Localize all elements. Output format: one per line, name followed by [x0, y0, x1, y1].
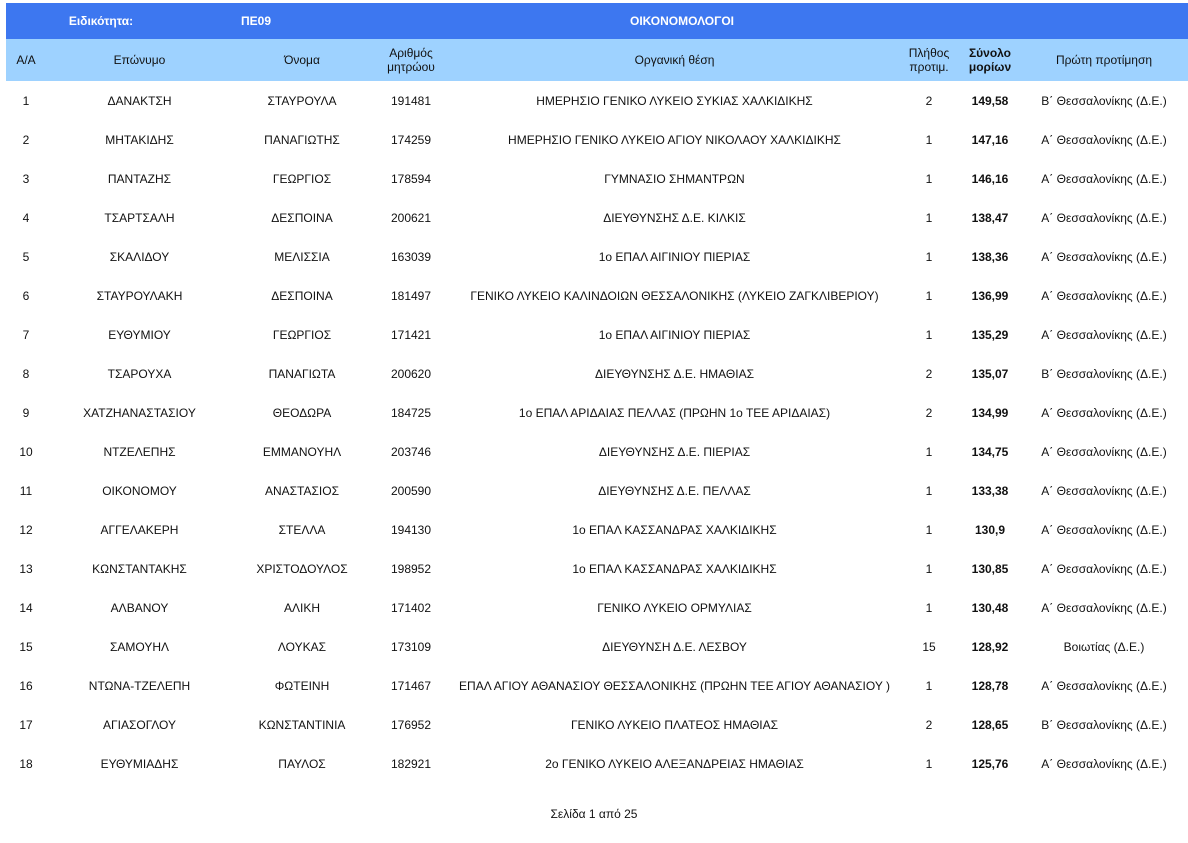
cell-first-pref: Α΄ Θεσσαλονίκης (Δ.Ε.) [1041, 288, 1167, 303]
cell-position: ΔΙΕΥΘΥΝΣΗΣ Δ.Ε. ΚΙΛΚΙΣ [603, 210, 746, 225]
cell-registry: 200621 [390, 210, 432, 225]
cell-registry: 200620 [390, 366, 432, 381]
cell-name: ΔΕΣΠΟΙΝΑ [271, 288, 333, 303]
cell-position: ΓΕΝΙΚΟ ΛΥΚΕΙΟ ΟΡΜΥΛΙΑΣ [597, 600, 752, 615]
cell-aa: 9 [22, 405, 30, 420]
ranking-table [6, 39, 1188, 783]
cell-registry: 194130 [390, 522, 432, 537]
cell-points: 128,78 [971, 678, 1009, 693]
cell-prefs: 2 [925, 366, 933, 381]
cell-name: ΓΕΩΡΓΙΟΣ [272, 171, 332, 186]
table-row [6, 588, 1188, 627]
cell-name: ΠΑΝΑΓΙΩΤΑ [268, 366, 336, 381]
cell-aa: 8 [22, 366, 30, 381]
cell-points: 135,07 [971, 366, 1009, 381]
cell-position: ΓΕΝΙΚΟ ΛΥΚΕΙΟ ΚΑΛΙΝΔΟΙΩΝ ΘΕΣΣΑΛΟΝΙΚΗΣ (ΛΥΚΕΙΟ ΖΑΓΚΛΙΒΕΡΙΟΥ) [470, 288, 879, 303]
cell-points: 128,65 [971, 717, 1009, 732]
cell-prefs: 1 [925, 522, 933, 537]
table-row [6, 510, 1188, 549]
cell-registry: 173109 [390, 639, 432, 654]
cell-first-pref: Β΄ Θεσσαλονίκης (Δ.Ε.) [1041, 717, 1167, 732]
cell-points: 146,16 [971, 171, 1009, 186]
col-header-registry: Αριθμός μητρώου [387, 46, 435, 74]
cell-points: 147,16 [971, 132, 1009, 147]
cell-first-pref: Α΄ Θεσσαλονίκης (Δ.Ε.) [1041, 444, 1167, 459]
table-row [6, 120, 1188, 159]
cell-points: 134,75 [971, 444, 1009, 459]
cell-name: ΦΩΤΕΙΝΗ [274, 678, 330, 693]
cell-registry: 171402 [390, 600, 432, 615]
cell-points: 134,99 [971, 405, 1009, 420]
cell-first-pref: Β΄ Θεσσαλονίκης (Δ.Ε.) [1041, 93, 1167, 108]
cell-aa: 15 [19, 639, 33, 654]
cell-aa: 14 [19, 600, 33, 615]
cell-surname: ΣΤΑΥΡΟΥΛΑΚΗ [96, 288, 183, 303]
cell-surname: ΣΚΑΛΙΔΟΥ [109, 249, 170, 264]
cell-surname: ΕΥΘΥΜΙΟΥ [108, 327, 171, 342]
col-header-surname: Επώνυμο [113, 53, 166, 67]
cell-aa: 6 [22, 288, 30, 303]
cell-registry: 198952 [390, 561, 432, 576]
cell-registry: 191481 [390, 93, 432, 108]
cell-position: 1ο ΕΠΑΛ ΑΙΓΙΝΙΟΥ ΠΙΕΡΙΑΣ [598, 327, 751, 342]
cell-name: ΚΩΝΣΤΑΝΤΙΝΙΑ [258, 717, 346, 732]
cell-position: 1ο ΕΠΑΛ ΚΑΣΣΑΝΔΡΑΣ ΧΑΛΚΙΔΙΚΗΣ [572, 522, 777, 537]
cell-prefs: 2 [925, 405, 933, 420]
cell-registry: 182921 [390, 756, 432, 771]
cell-points: 128,92 [971, 639, 1009, 654]
cell-registry: 171421 [390, 327, 432, 342]
table-row [6, 354, 1188, 393]
cell-points: 130,85 [971, 561, 1009, 576]
cell-name: ΜΕΛΙΣΣΙΑ [274, 249, 330, 264]
cell-position: ΔΙΕΥΘΥΝΣΗΣ Δ.Ε. ΠΙΕΡΙΑΣ [598, 444, 751, 459]
cell-prefs: 1 [925, 288, 933, 303]
cell-prefs: 1 [925, 249, 933, 264]
document-sheet [6, 3, 1188, 783]
cell-aa: 17 [19, 717, 33, 732]
cell-name: ΓΕΩΡΓΙΟΣ [272, 327, 332, 342]
col-header-prefs: Πλήθος προτιμ. [908, 46, 950, 74]
cell-position: ΗΜΕΡΗΣΙΟ ΓΕΝΙΚΟ ΛΥΚΕΙΟ ΣΥΚΙΑΣ ΧΑΛΚΙΔΙΚΗΣ [536, 93, 813, 108]
cell-surname: ΔΑΝΑΚΤΣΗ [107, 93, 172, 108]
cell-aa: 18 [19, 756, 33, 771]
cell-first-pref: Α΄ Θεσσαλονίκης (Δ.Ε.) [1041, 132, 1167, 147]
col-header-aa: Α/Α [16, 53, 36, 67]
cell-name: ΕΜΜΑΝΟΥΗΛ [262, 444, 342, 459]
cell-position: ΗΜΕΡΗΣΙΟ ΓΕΝΙΚΟ ΛΥΚΕΙΟ ΑΓΙΟΥ ΝΙΚΟΛΑΟΥ ΧΑΛΚΙΔΙΚΗΣ [508, 132, 841, 147]
page-number: Σελίδα 1 από 25 [550, 807, 638, 821]
cell-first-pref: Α΄ Θεσσαλονίκης (Δ.Ε.) [1041, 678, 1167, 693]
col-header-name: Όνομα [284, 53, 320, 67]
cell-name: ΠΑΝΑΓΙΩΤΗΣ [264, 132, 340, 147]
cell-registry: 176952 [390, 717, 432, 732]
cell-points: 149,58 [971, 93, 1009, 108]
col-header-first-pref: Πρώτη προτίμηση [1055, 53, 1153, 67]
cell-prefs: 1 [925, 756, 933, 771]
cell-prefs: 1 [925, 561, 933, 576]
specialty-code: ΠΕ09 [240, 14, 272, 28]
cell-prefs: 1 [925, 483, 933, 498]
table-row [6, 81, 1188, 120]
cell-registry: 171467 [390, 678, 432, 693]
cell-aa: 2 [22, 132, 30, 147]
cell-position: 1ο ΕΠΑΛ ΚΑΣΣΑΝΔΡΑΣ ΧΑΛΚΙΔΙΚΗΣ [572, 561, 777, 576]
col-header-points: Σύνολο μορίων [968, 46, 1012, 74]
cell-surname: ΚΩΝΣΤΑΝΤΑΚΗΣ [92, 561, 187, 576]
cell-points: 138,47 [971, 210, 1009, 225]
column-header-row [6, 39, 1188, 81]
cell-first-pref: Βοιωτίας (Δ.Ε.) [1063, 639, 1145, 654]
cell-prefs: 15 [922, 639, 936, 654]
cell-first-pref: Β΄ Θεσσαλονίκης (Δ.Ε.) [1041, 366, 1167, 381]
table-row [6, 549, 1188, 588]
cell-surname: ΝΤΖΕΛΕΠΗΣ [103, 444, 176, 459]
cell-surname: ΤΣΑΡΤΣΑΛΗ [104, 210, 175, 225]
cell-points: 130,48 [971, 600, 1009, 615]
table-row [6, 471, 1188, 510]
cell-surname: ΜΗΤΑΚΙΔΗΣ [105, 132, 174, 147]
cell-first-pref: Α΄ Θεσσαλονίκης (Δ.Ε.) [1041, 483, 1167, 498]
table-row [6, 159, 1188, 198]
cell-aa: 16 [19, 678, 33, 693]
cell-registry: 200590 [390, 483, 432, 498]
cell-aa: 7 [22, 327, 30, 342]
cell-prefs: 1 [925, 171, 933, 186]
cell-prefs: 1 [925, 210, 933, 225]
cell-position: ΓΥΜΝΑΣΙΟ ΣΗΜΑΝΤΡΩΝ [604, 171, 745, 186]
cell-prefs: 2 [925, 717, 933, 732]
table-row [6, 276, 1188, 315]
cell-points: 130,9 [974, 522, 1006, 537]
cell-aa: 11 [19, 483, 33, 498]
cell-aa: 3 [22, 171, 30, 186]
cell-prefs: 1 [925, 444, 933, 459]
cell-points: 138,36 [971, 249, 1009, 264]
cell-surname: ΑΓΙΑΣΟΓΛΟΥ [103, 717, 176, 732]
table-row [6, 744, 1188, 783]
cell-first-pref: Α΄ Θεσσαλονίκης (Δ.Ε.) [1041, 600, 1167, 615]
cell-surname: ΕΥΘΥΜΙΑΔΗΣ [100, 756, 179, 771]
cell-name: ΠΑΥΛΟΣ [278, 756, 326, 771]
cell-prefs: 1 [925, 132, 933, 147]
cell-registry: 174259 [390, 132, 432, 147]
col-header-position: Οργανική θέση [634, 53, 715, 67]
cell-name: ΣΤΑΥΡΟΥΛΑ [267, 93, 337, 108]
cell-points: 125,76 [971, 756, 1009, 771]
cell-name: ΣΤΕΛΛΑ [278, 522, 326, 537]
cell-position: ΓΕΝΙΚΟ ΛΥΚΕΙΟ ΠΛΑΤΕΟΣ ΗΜΑΘΙΑΣ [570, 717, 779, 732]
cell-position: ΔΙΕΥΘΥΝΣΗΣ Δ.Ε. ΠΕΛΛΑΣ [598, 483, 751, 498]
cell-surname: ΧΑΤΖΗΑΝΑΣΤΑΣΙΟΥ [83, 405, 196, 420]
table-body [6, 81, 1188, 783]
cell-surname: ΑΛΒΑΝΟΥ [110, 600, 169, 615]
specialty-label: Ειδικότητα: [68, 14, 134, 28]
table-row [6, 198, 1188, 237]
cell-registry: 203746 [390, 444, 432, 459]
cell-registry: 181497 [390, 288, 432, 303]
cell-first-pref: Α΄ Θεσσαλονίκης (Δ.Ε.) [1041, 249, 1167, 264]
cell-aa: 4 [22, 210, 30, 225]
cell-name: ΑΛΙΚΗ [283, 600, 321, 615]
cell-aa: 13 [19, 561, 33, 576]
cell-registry: 163039 [390, 249, 432, 264]
cell-surname: ΣΑΜΟΥΗΛ [109, 639, 170, 654]
cell-registry: 178594 [390, 171, 432, 186]
table-row [6, 705, 1188, 744]
cell-position: 1ο ΕΠΑΛ ΑΡΙΔΑΙΑΣ ΠΕΛΛΑΣ (ΠΡΩΗΝ 1ο ΤΕΕ ΑΡΙΔΑΙΑΣ) [518, 405, 831, 420]
cell-name: ΘΕΟΔΩΡΑ [272, 405, 332, 420]
cell-position: ΔΙΕΥΘΥΝΣΗ Δ.Ε. ΛΕΣΒΟΥ [602, 639, 747, 654]
specialty-banner [6, 3, 1188, 39]
cell-aa: 5 [22, 249, 30, 264]
cell-points: 136,99 [971, 288, 1009, 303]
cell-points: 133,38 [971, 483, 1009, 498]
cell-surname: ΟΙΚΟΝΟΜΟΥ [102, 483, 177, 498]
cell-first-pref: Α΄ Θεσσαλονίκης (Δ.Ε.) [1041, 561, 1167, 576]
cell-surname: ΤΣΑΡΟΥΧΑ [107, 366, 172, 381]
cell-position: ΔΙΕΥΘΥΝΣΗΣ Δ.Ε. ΗΜΑΘΙΑΣ [595, 366, 754, 381]
cell-aa: 10 [19, 444, 33, 459]
cell-prefs: 2 [925, 93, 933, 108]
cell-aa: 1 [22, 93, 30, 108]
cell-points: 135,29 [971, 327, 1009, 342]
table-row [6, 432, 1188, 471]
specialty-name: ΟΙΚΟΝΟΜΟΛΟΓΟΙ [629, 14, 735, 28]
cell-prefs: 1 [925, 600, 933, 615]
cell-name: ΛΟΥΚΑΣ [277, 639, 327, 654]
cell-name: ΔΕΣΠΟΙΝΑ [271, 210, 333, 225]
table-row [6, 393, 1188, 432]
cell-first-pref: Α΄ Θεσσαλονίκης (Δ.Ε.) [1041, 405, 1167, 420]
cell-first-pref: Α΄ Θεσσαλονίκης (Δ.Ε.) [1041, 210, 1167, 225]
cell-name: ΑΝΑΣΤΑΣΙΟΣ [264, 483, 340, 498]
cell-surname: ΑΓΓΕΛΑΚΕΡΗ [100, 522, 179, 537]
cell-surname: ΠΑΝΤΑΖΗΣ [107, 171, 172, 186]
cell-registry: 184725 [390, 405, 432, 420]
cell-prefs: 1 [925, 327, 933, 342]
cell-first-pref: Α΄ Θεσσαλονίκης (Δ.Ε.) [1041, 522, 1167, 537]
table-row [6, 315, 1188, 354]
cell-prefs: 1 [925, 678, 933, 693]
cell-first-pref: Α΄ Θεσσαλονίκης (Δ.Ε.) [1041, 756, 1167, 771]
cell-surname: ΝΤΩΝΑ-ΤΖΕΛΕΠΗ [88, 678, 191, 693]
table-row [6, 666, 1188, 705]
cell-first-pref: Α΄ Θεσσαλονίκης (Δ.Ε.) [1041, 327, 1167, 342]
cell-position: ΕΠΑΛ ΑΓΙΟΥ ΑΘΑΝΑΣΙΟΥ ΘΕΣΣΑΛΟΝΙΚΗΣ (ΠΡΩΗΝ ΤΕΕ ΑΓΙΟΥ ΑΘΑΝΑΣΙΟΥ ) [459, 678, 890, 693]
table-row [6, 237, 1188, 276]
cell-first-pref: Α΄ Θεσσαλονίκης (Δ.Ε.) [1041, 171, 1167, 186]
cell-position: 1ο ΕΠΑΛ ΑΙΓΙΝΙΟΥ ΠΙΕΡΙΑΣ [598, 249, 751, 264]
cell-position: 2ο ΓΕΝΙΚΟ ΛΥΚΕΙΟ ΑΛΕΞΑΝΔΡΕΙΑΣ ΗΜΑΘΙΑΣ [545, 756, 804, 771]
cell-name: ΧΡΙΣΤΟΔΟΥΛΟΣ [256, 561, 348, 576]
table-row [6, 627, 1188, 666]
cell-aa: 12 [19, 522, 33, 537]
